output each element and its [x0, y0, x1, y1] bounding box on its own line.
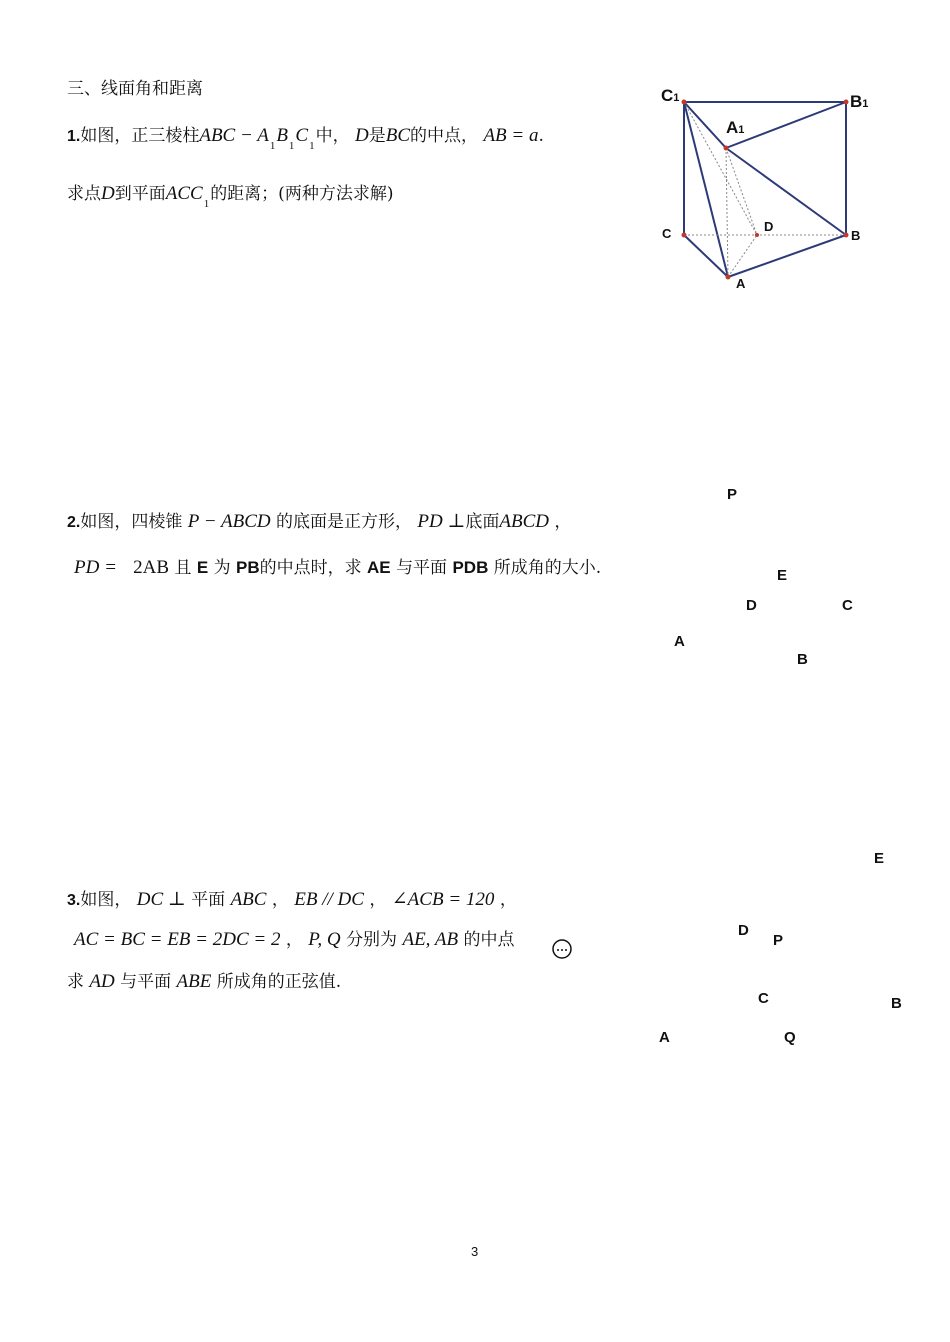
- fig2-label-p: P: [727, 486, 738, 503]
- point-d: [755, 233, 759, 237]
- problem-1-line-1: 1.如图，正三棱柱ABC − $A_1B_1C_1$中， D是BC的中点， AB = a.: [67, 125, 544, 152]
- point-b1: [844, 100, 849, 105]
- point-b: [844, 233, 849, 238]
- hidden-c1-d: [684, 102, 757, 235]
- point-a1: [724, 146, 729, 151]
- prism-figure: [650, 80, 880, 300]
- problem-1-line-2: 求点D到平面$ACC_1$的距离；(两种方法求解): [67, 183, 394, 210]
- problem-2-line-1: 2.如图，四棱锥 P − ABCD 的底面是正方形， PD ⊥底面ABCD ，: [67, 511, 572, 532]
- edge-a1-b: [726, 148, 846, 235]
- hidden-a1-d: [726, 148, 757, 235]
- label-b1: B1: [850, 92, 869, 111]
- label-c1: C1: [661, 86, 680, 105]
- fig3-label-e: E: [874, 850, 885, 867]
- label-c: C: [662, 226, 672, 241]
- point-a: [726, 275, 731, 280]
- fig3-label-p: P: [773, 932, 784, 949]
- label-a1: A1: [726, 118, 745, 137]
- fig2-label-e: E: [777, 567, 788, 584]
- label-d: D: [764, 219, 774, 234]
- fig2-label-b: B: [797, 651, 808, 668]
- fig3-label-d: D: [738, 922, 749, 939]
- point-c: [682, 233, 687, 238]
- hidden-a-d: [728, 235, 757, 277]
- problem-3-line-1: 3.如图， DC ⊥ 平面 ABC ， EB // DC ， ∠ACB = 120 ，: [67, 889, 517, 910]
- problem-3-line-2: AC = BC = EB = 2DC = 2 ， P, Q 分别为 AE, AB 的中点: [74, 929, 515, 950]
- fig2-label-a: A: [674, 633, 685, 650]
- problem-2-number: 2.: [67, 514, 81, 531]
- problem-1-number: 1.: [67, 128, 81, 145]
- problem-2-line-2: PD = 2AB 且 E 为 PB的中点时，求 AE 与平面 PDB 所成角的大小.: [74, 557, 602, 578]
- ellipsis-circle-icon: [550, 937, 574, 961]
- edge-c-a: [684, 235, 728, 277]
- label-a: A: [736, 276, 746, 291]
- problem-3-number: 3.: [67, 892, 81, 909]
- fig3-label-q: Q: [784, 1029, 796, 1046]
- page-number: 3: [471, 1244, 479, 1259]
- fig2-label-d: D: [746, 597, 757, 614]
- label-b: B: [851, 228, 861, 243]
- fig2-label-c: C: [842, 597, 853, 614]
- fig3-label-c: C: [758, 990, 769, 1007]
- fig3-label-b: B: [891, 995, 902, 1012]
- problem-3-line-3: 求 AD 与平面 ABE 所成角的正弦值.: [67, 971, 342, 992]
- hidden-edge-a1-a: [726, 148, 728, 277]
- fig3-label-a: A: [659, 1029, 670, 1046]
- point-c1: [682, 100, 687, 105]
- edge-a-b: [728, 235, 846, 277]
- section-title: 三、线面角和距离: [67, 79, 203, 99]
- edge-c1-a: [684, 102, 728, 277]
